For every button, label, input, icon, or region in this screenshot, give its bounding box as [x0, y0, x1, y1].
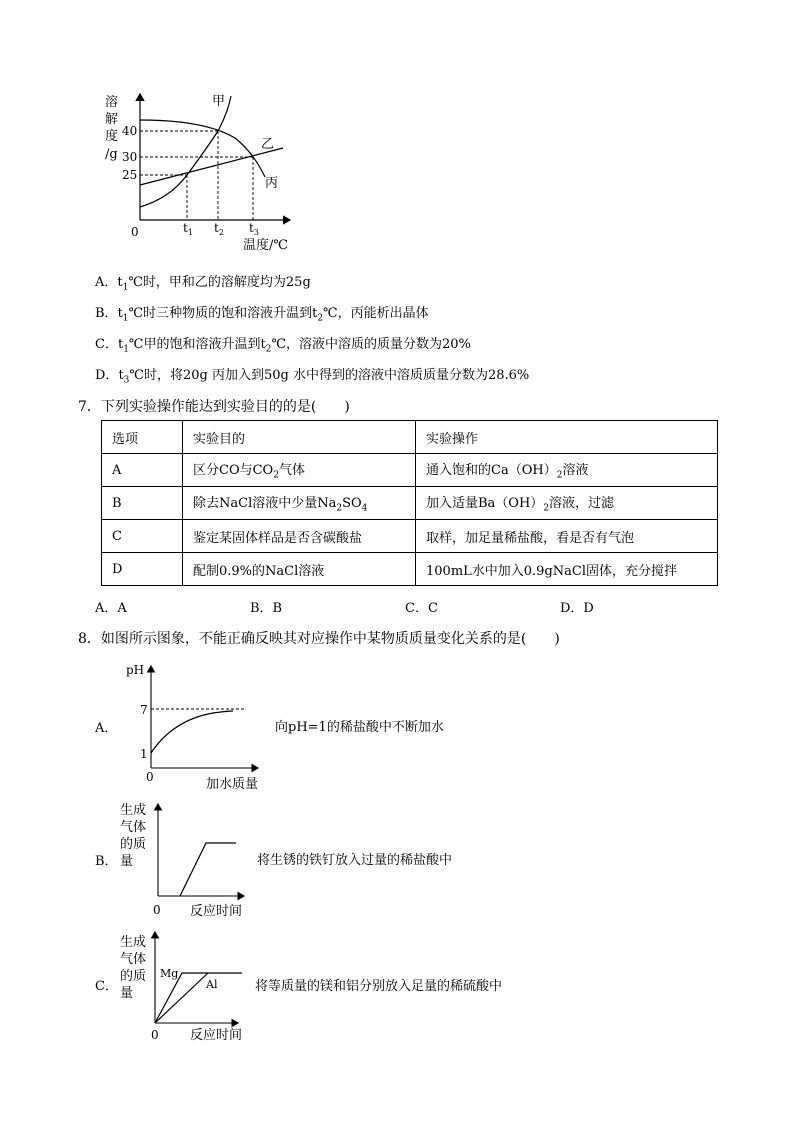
curve-jia — [140, 96, 231, 207]
header-option: 选项 — [102, 421, 183, 454]
ytick-1: 1 — [140, 747, 148, 761]
q8-stem: 8．如图所示图象，不能正确反映其对应操作中某物质质量变化关系的是( ) — [78, 631, 560, 647]
curve-label-yi: 乙 — [261, 137, 275, 152]
table-row — [102, 520, 718, 553]
q7-stem: 7．下列实验操作能达到实验目的的是( ) — [78, 399, 350, 415]
row-option: A — [102, 454, 183, 487]
ylabel-char-3: 度 — [105, 129, 119, 144]
row-goal: 区分CO与$CO_2$气体 — [183, 454, 416, 487]
ylabel-unit: /g — [105, 147, 118, 162]
row-goal: 除去NaCl溶液中少量$Na_2SO_4$ — [183, 487, 416, 520]
table-row — [102, 454, 718, 487]
series-label-al: Al — [206, 978, 218, 991]
xlabel: 反应时间 — [190, 1028, 243, 1043]
row-goal: 配制0.9%的NaCl溶液 — [183, 553, 416, 586]
row-goal: 鉴定某固体样品是否含碳酸盐 — [183, 520, 416, 553]
table-row — [102, 553, 718, 586]
row-option: D — [102, 553, 183, 586]
ytick-25: 25 — [122, 168, 138, 182]
ytick-30: 30 — [122, 150, 138, 164]
origin-label: 0 — [146, 770, 154, 784]
guide-lines — [140, 131, 253, 220]
xtick-t1: $t_1$ — [183, 221, 193, 237]
row-operation: 100mL水中加入0.9gNaCl固体，充分搅拌 — [416, 553, 718, 586]
xtick-t2: $t_2$ — [214, 221, 224, 237]
ylabel-char-1: 溶 — [105, 95, 119, 110]
mg-curve — [155, 973, 242, 1023]
ylabel-line-3: 的质 — [120, 969, 147, 984]
q8-option-b-letter: B． — [95, 854, 118, 869]
ph-curve — [151, 711, 233, 753]
q6-option-b: B．$t_1℃$时三种物质的饱和溶液升温到$t_2℃$，丙能析出晶体 — [95, 306, 429, 324]
xlabel: 反应时间 — [190, 904, 243, 919]
gas-curve — [180, 843, 236, 896]
table-header-row — [102, 421, 718, 454]
q7-answer-c: C．C — [405, 601, 438, 616]
row-option: B — [102, 487, 183, 520]
q8-chart-a — [118, 658, 270, 793]
row-operation: 通入饱和的$Ca(OH)_2$溶液 — [416, 454, 718, 487]
ylabel-ph: pH — [126, 663, 145, 677]
ylabel-char-2: 解 — [105, 112, 119, 127]
ylabel-line-1: 生成 — [120, 803, 147, 818]
ylabel-line-1: 生成 — [120, 935, 147, 950]
ylabel-line-2: 气体 — [120, 820, 147, 835]
q6-option-c: C．$t_1℃$甲的饱和溶液升温到$t_2℃$，溶液中溶质的质量分数为20% — [95, 337, 471, 355]
q6-option-a: A．$t_1℃$时，甲和乙的溶解度均为25g — [95, 275, 311, 293]
row-operation: 取样，加足量稀盐酸，看是否有气泡 — [416, 520, 718, 553]
q8-option-a-desc: 向pH=1的稀盐酸中不断加水 — [275, 720, 444, 735]
curve-label-jia: 甲 — [212, 94, 226, 109]
curve-label-bing: 丙 — [265, 176, 279, 191]
q6-option-d: D．$t_3℃$时，将20g 丙加入到50g 水中得到的溶液中溶质质量分数为28.6% — [95, 368, 530, 386]
q8-option-b-desc: 将生锈的铁钉放入过量的稀盐酸中 — [257, 853, 453, 868]
q7-answer-b: B．B — [250, 601, 283, 616]
xlabel: 加水质量 — [206, 777, 259, 792]
q8-chart-c — [118, 928, 258, 1048]
table-row — [102, 487, 718, 520]
q7-answer-a: A．A — [95, 601, 127, 616]
al-curve — [155, 973, 208, 1023]
header-goal: 实验目的 — [183, 421, 416, 454]
q8-chart-b — [118, 800, 258, 920]
series-label-mg: Mg — [160, 967, 179, 980]
xtick-t3: $t_3$ — [249, 221, 259, 237]
ylabel-line-3: 的质 — [120, 837, 147, 852]
origin-label: 0 — [151, 1028, 159, 1042]
ytick-40: 40 — [122, 124, 138, 138]
q7-table — [101, 420, 718, 586]
ylabel-line-4: 量 — [120, 986, 134, 1001]
q8-option-c-letter: C． — [95, 979, 118, 994]
q8-option-c-desc: 将等质量的镁和铝分别放入足量的稀硫酸中 — [255, 979, 503, 994]
origin-label: 0 — [153, 903, 161, 917]
ylabel-line-4: 量 — [120, 854, 134, 869]
ytick-7: 7 — [140, 703, 148, 717]
xlabel: 温度/℃ — [243, 238, 288, 253]
origin-label: 0 — [131, 225, 139, 239]
header-operation: 实验操作 — [416, 421, 718, 454]
q8-option-a-letter: A． — [95, 721, 118, 736]
solubility-chart — [95, 90, 305, 255]
ylabel-line-2: 气体 — [120, 952, 147, 967]
row-option: C — [102, 520, 183, 553]
q7-answer-d: D．D — [560, 601, 594, 616]
row-operation: 加入适量$Ba(OH)_2$溶液，过滤 — [416, 487, 718, 520]
curve-yi — [140, 148, 283, 185]
